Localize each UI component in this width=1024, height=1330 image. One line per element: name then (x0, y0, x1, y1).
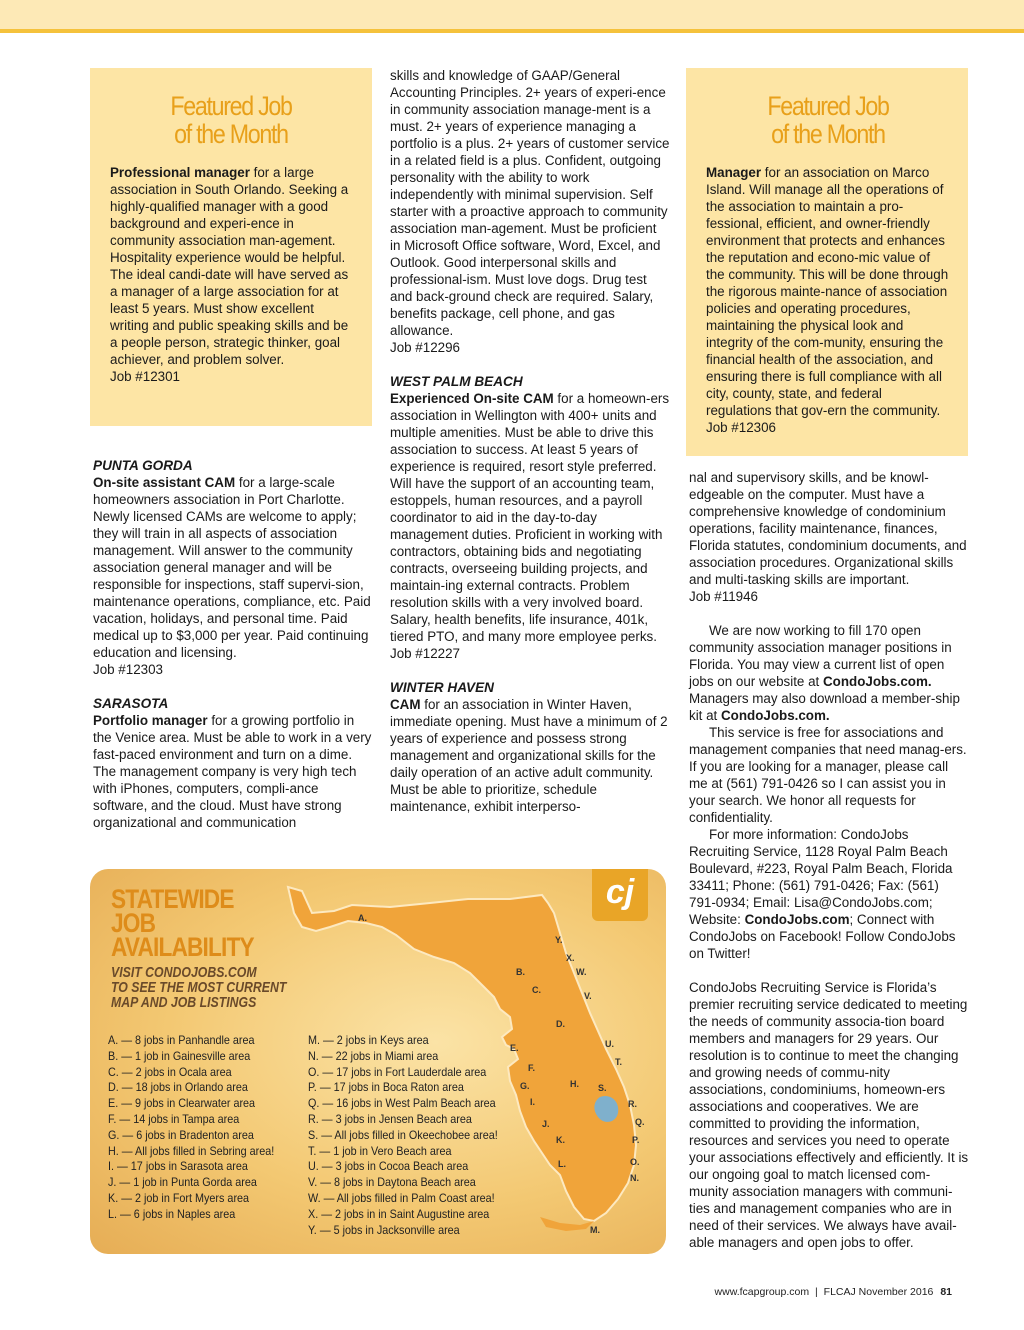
job-body: nal and supervisory skills, and be knowl-edgeable on the computer. Must have a comprehensive knowledge of condominium operations, facility maintenance, finances, Florida statutes, condominium documents, and association procedures. Organizational skills and multi-tasking skills are important. (689, 470, 967, 587)
job-list-item: Y. — 5 jobs in Jacksonville area (308, 1222, 460, 1237)
job-list-item: C. — 2 jobs in Ocala area (108, 1064, 232, 1079)
job-lead: CAM (390, 697, 421, 712)
featured-job-lead: Professional manager (110, 165, 250, 180)
featured-job-box-right (686, 68, 968, 456)
map-subtitle (111, 965, 286, 1010)
footer-separator: | (815, 1286, 818, 1298)
featured-title-line1: Featured Job (767, 91, 889, 121)
job-body: for an association in Winter Haven, immediate opening. Must have a minimum of 2 years of experience and possess strong management and organizational skills for the daily operation of an active adult community. Must be able to prioritize, schedule maintenance, exhibit interperso- (390, 697, 668, 814)
condojobs-logo: cj (592, 869, 648, 921)
job-body: for a growing portfolio in the Venice area. Must be able to work in a very fast-paced environment and turn on a dime. The management company is very high tech with iPhones, computers, compli-ance software, and the cloud. Must have strong organizational and communication (93, 713, 372, 830)
map-label: Y. (555, 935, 563, 945)
map-label: P. (632, 1135, 640, 1145)
featured-job-body: for an association on Marco Island. Will manage all the operations of the association to maintain a pro-fessional, efficient, and owner-friendly environment that protects and enhances the reputation and econo-mic value of the community. This will be done through the rigorous mainte-nance of association policies and operating procedures, maintaining the physical look and integrity of the com-munity, ensuring the financial health of the association, and ensuring there is full compliance with all city, county, state, and federal regulations that gov-ern the community. Job #12306 (706, 165, 949, 435)
job-body: for a homeown-ers association in Wellington with 400+ units and multiple amenities. Must be able to drive this association to success. At least 5 years of experience is required, resort style preferred. Will have the support of an accounting team, estoppels, human resources, and a payroll coordinator to aid in the day-to-day management duties. Proficient in working with contractors, obtaining bids and negotiating contracts, overseeing building projects, and maintain-ing external contracts. Problem resolution skills with a very involved board. Salary, health benefits, life insurance, 401k, tiered PTO, and many more employee perks. (390, 391, 670, 644)
map-label: U. (605, 1039, 614, 1049)
job-list-item: A. — 8 jobs in Panhandle area (108, 1033, 255, 1047)
map-subtitle-line: MAP AND JOB LISTINGS (111, 994, 257, 1011)
footer-site: www.fcapgroup.com (714, 1286, 810, 1298)
job-list-item: E. — 9 jobs in Clearwater area (108, 1096, 256, 1111)
featured-job-text (110, 164, 352, 385)
map-label: R. (628, 1099, 637, 1109)
top-color-bar (0, 0, 1024, 33)
map-label: V. (584, 991, 592, 1001)
map-title-line: AVAILABILITY (111, 932, 254, 962)
featured-title-line2: of the Month (174, 119, 288, 149)
job-list-item: M. — 2 jobs in Keys area (308, 1033, 429, 1047)
map-label: Q. (635, 1117, 645, 1127)
map-label: O. (630, 1157, 640, 1167)
job-body: for a large-scale homeowners association in Port Charlotte. Newly licensed CAMs are welcome to apply; they will train in all aspects of association management. Will answer to the community association general manager and will be responsible for inspections, staff supervi-sion, maintenance operations, compliance, etc. Paid vacation, holidays, and personal time. Paid medical up to $3,000 per year. Paid continuing education and licensing. (93, 475, 371, 660)
paragraph-open-positions: We are now working to fill 170 open community association manager positions in Florida. You may view a current list of open jobs on our website at CondoJobs.com. Managers may also download a member-ship kit at CondoJobs.com. (689, 623, 960, 723)
job-list-item: F. — 14 jobs in Tampa area (108, 1111, 240, 1126)
map-label: E. (510, 1043, 519, 1053)
section-heading-winter-haven: WINTER HAVEN (390, 680, 494, 695)
map-label: D. (556, 1019, 565, 1029)
job-list-item: O. — 17 jobs in Fort Lauderdale area (308, 1064, 487, 1079)
map-subtitle-line: TO SEE THE MOST CURRENT (111, 979, 287, 996)
featured-title-line2: of the Month (771, 119, 885, 149)
column-2 (390, 67, 670, 815)
job-list-item: V. — 8 jobs in Daytona Beach area (308, 1175, 476, 1190)
paragraph-contact-info: For more information: CondoJobs Recruiting Service, 1128 Royal Palm Beach Boulevard, #223, Royal Palm Beach, Florida 33411; Phone: (561) 791-0426; Fax: (561) 791-0934; Email: Lisa@CondoJobs.com; Website: CondoJobs.com; Connect with CondoJobs on Facebook! Follow CondoJobs on Twitter! (689, 827, 956, 961)
paragraph-about: CondoJobs Recruiting Service is Florida’s premier recruiting service dedicated to meeting the needs of community associa-tion board members and managers for 29 years. Our resolution is to continue to meet the changing and growing needs of commu-nity associations, condominiums, homeown-ers associations and cooperatives. We are committed to providing the information, resources and services you need to operate your associations effectively and efficiently. It is our ongoing goal to match licensed com-munity association managers with communi-ties and management companies who are in need of their services. We always have avail-able managers and open jobs to offer. (689, 980, 969, 1250)
statewide-job-map-panel (90, 869, 666, 1254)
job-number: Job #12227 (390, 646, 460, 661)
section-heading-punta-gorda: PUNTA GORDA (93, 458, 193, 473)
job-list-item: G. — 6 jobs in Bradenton area (108, 1127, 254, 1142)
job-list-item: U. — 3 jobs in Cocoa Beach area (308, 1159, 469, 1174)
paragraph-free-service: This service is free for associations and management companies that need manag-ers. If you are looking for a manager, please call me at (561) 791-0426 so I can assist you in your search. We honor all requests for confidentiality. (689, 725, 967, 825)
job-list-item: W. — All jobs filled in Palm Coast area! (308, 1190, 495, 1205)
page-number: 81 (940, 1286, 952, 1298)
job-lead: Portfolio manager (93, 713, 208, 728)
job-list-item: D. — 18 jobs in Orlando area (108, 1080, 248, 1095)
job-continued (390, 67, 670, 356)
job-list-item: R. — 3 jobs in Jensen Beach area (308, 1111, 472, 1126)
map-label: N. (630, 1173, 639, 1183)
map-label: S. (598, 1083, 607, 1093)
featured-title-line1: Featured Job (170, 91, 292, 121)
section-heading-sarasota: SARASOTA (93, 696, 169, 711)
map-label: C. (532, 985, 541, 995)
job-list-item: T. — 1 job in Vero Beach area (308, 1143, 452, 1158)
column-1 (93, 457, 373, 831)
map-label: X. (566, 953, 575, 963)
website-link: CondoJobs.com. (823, 674, 932, 689)
website-link: CondoJobs.com. (721, 708, 830, 723)
map-label: J. (542, 1119, 550, 1129)
map-label: A. (358, 913, 367, 923)
job-punta-gorda (93, 474, 373, 678)
map-title-line: JOB (111, 908, 156, 938)
map-title-line: STATEWIDE (111, 884, 234, 914)
featured-job-number: Job #12301 (110, 369, 180, 384)
job-west-palm-beach (390, 390, 670, 662)
map-title (111, 884, 254, 962)
column-3 (689, 469, 969, 1251)
job-number: Job #12303 (93, 662, 163, 677)
job-sarasota (93, 712, 373, 831)
map-label: G. (520, 1081, 530, 1091)
job-list-item: S. — All jobs filled in Okeechobee area! (308, 1127, 498, 1142)
job-winter-haven (390, 696, 670, 815)
job-number: Job #12296 (390, 340, 460, 355)
map-label: W. (576, 967, 587, 977)
job-list-item: X. — 2 jobs in in Saint Augustine area (308, 1206, 490, 1221)
job-list-right (308, 1033, 498, 1238)
job-list-item: N. — 22 jobs in Miami area (308, 1048, 439, 1063)
job-list-item: K. — 2 job in Fort Myers area (108, 1190, 250, 1205)
map-label: B. (516, 967, 525, 977)
page-footer (715, 1286, 952, 1298)
job-number: Job #11946 (689, 589, 758, 604)
job-list-item: L. — 6 jobs in Naples area (108, 1206, 236, 1221)
website-link: CondoJobs.com (744, 912, 850, 927)
map-label: M. (590, 1225, 600, 1235)
job-list-item: J. — 1 job in Punta Gorda area (108, 1175, 257, 1190)
job-list-item: Q. — 16 jobs in West Palm Beach area (308, 1096, 496, 1111)
section-heading-west-palm-beach: WEST PALM BEACH (390, 374, 523, 389)
map-label: K. (556, 1135, 565, 1145)
job-list-left (108, 1033, 274, 1223)
map-subtitle-line: VISIT CONDOJOBS.COM (111, 964, 257, 981)
map-label: F. (528, 1063, 536, 1073)
job-lead: On-site assistant CAM (93, 475, 236, 490)
map-label: T. (615, 1057, 623, 1067)
map-label: I. (530, 1097, 536, 1107)
footer-publication: FLCAJ November 2016 (823, 1286, 934, 1298)
featured-job-body: for a large association in South Orlando. Seeking a highly-qualified manager with a good background and experi-ence in community association man-agement. Hospitality experience would be helpful. The ideal candi-date will have served as a manager of a large association for at least 5 years. Must show excellent writing and public speaking skills and be a people person, strategic thinker, goal achiever, and problem solver. (110, 165, 349, 367)
map-label: L. (558, 1159, 566, 1169)
featured-job-text (706, 164, 950, 436)
job-list-item: H. — All jobs filled in Sebring area! (108, 1143, 275, 1158)
featured-job-box-left (90, 68, 372, 426)
job-body: skills and knowledge of GAAP/General Accounting Principles. 2+ years of experi-ence in community association manage-ment is a must. 2+ years of experience managing a portfolio is a plus. 2+ years of customer service in a related field is a plus. Confident, outgoing personality with the ability to work independently with minimal supervision. Self starter with a proactive approach to community association man-agement. Must be proficient in Microsoft Office software, Word, Excel, and Outlook. Good interpersonal skills and professional-ism. Must love dogs. Drug test and back-ground check are required. Salary, benefits package, cell phone, and gas allowance. (390, 68, 670, 338)
job-list-item: B. — 1 job in Gainesville area (108, 1048, 251, 1063)
job-list-item: P. — 17 jobs in Boca Raton area (308, 1080, 464, 1095)
featured-job-lead: Manager (706, 165, 762, 180)
map-label: H. (570, 1079, 579, 1089)
job-continued (689, 469, 969, 605)
job-list-item: I. — 17 jobs in Sarasota area (108, 1159, 248, 1174)
job-lead: Experienced On-site CAM (390, 391, 554, 406)
